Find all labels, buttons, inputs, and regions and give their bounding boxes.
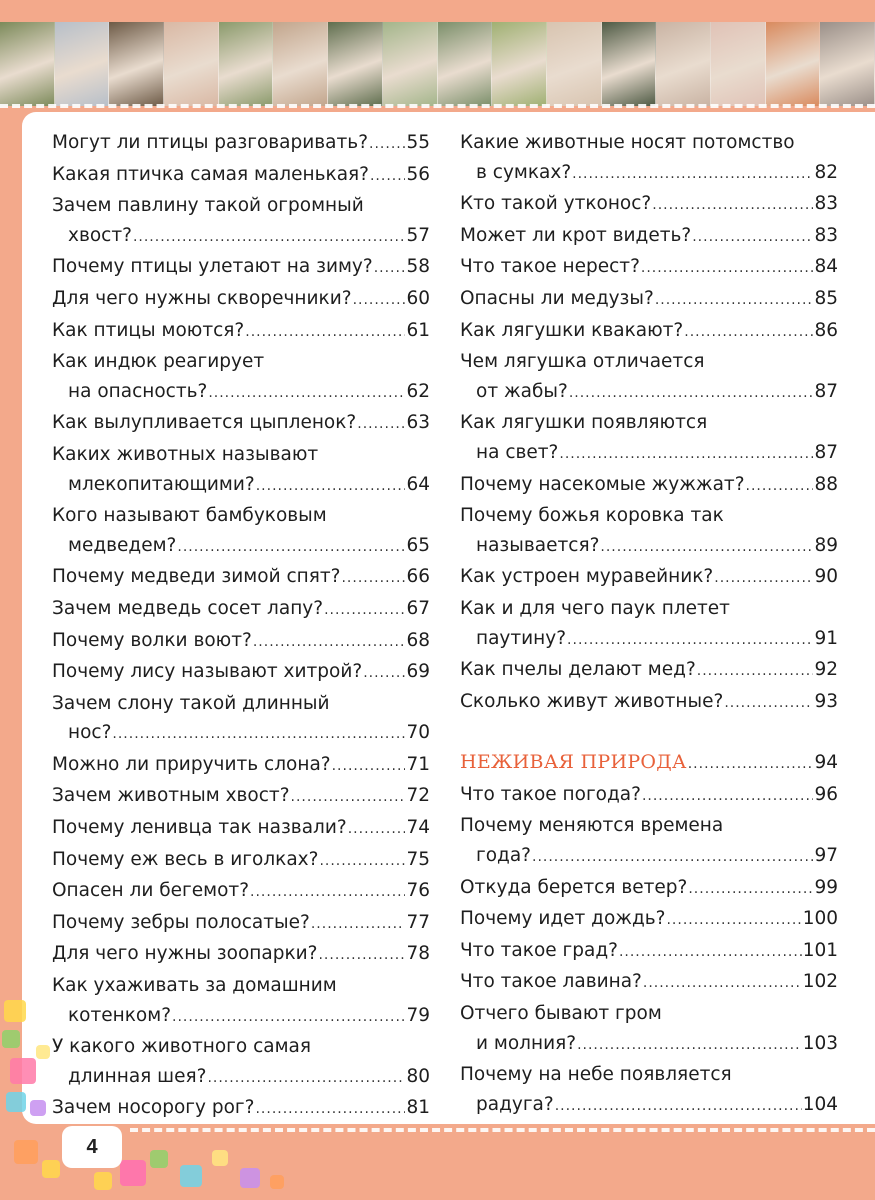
toc-entry <box>460 284 838 316</box>
leader-dots <box>652 191 813 221</box>
entry-title-line: Что такое нерест? <box>460 256 640 278</box>
toc-entry <box>52 876 430 908</box>
entry-title-line: Зачем слону такой длинный <box>52 692 330 714</box>
photo-tile <box>109 22 164 106</box>
entry-title-line: паутину? <box>476 627 567 649</box>
toc-entry <box>460 904 838 936</box>
entry-title-line: в сумках? <box>476 161 572 183</box>
decor-square <box>10 1058 36 1084</box>
toc-entry <box>52 562 430 594</box>
entry-page-number: 91 <box>814 627 838 649</box>
entry-page-number: 60 <box>406 287 430 309</box>
entry-title-line: радуга? <box>476 1093 554 1115</box>
entry-page-number: 85 <box>814 287 838 309</box>
leader-dots <box>532 843 813 873</box>
leader-dots <box>319 847 405 877</box>
entry-page-number: 83 <box>814 193 838 215</box>
entry-page-number: 87 <box>814 380 838 402</box>
leader-dots <box>369 130 405 160</box>
entry-row <box>460 841 838 873</box>
leader-dots <box>688 750 814 780</box>
toc-entry <box>460 967 838 999</box>
entry-page-number: 104 <box>802 1093 838 1115</box>
toc-entry <box>460 873 838 905</box>
entry-row <box>52 718 430 750</box>
entry-title-line: Кто такой утконос? <box>460 193 652 215</box>
entry-row <box>52 470 430 502</box>
entry-page-number: 76 <box>406 880 430 902</box>
entry-page-number: 77 <box>406 911 430 933</box>
entry-row <box>460 1029 838 1061</box>
toc-entry <box>460 470 838 502</box>
leader-dots <box>177 533 405 563</box>
entry-row <box>460 904 838 936</box>
leader-dots <box>133 223 406 253</box>
entry-title-line: на опасность? <box>68 380 208 402</box>
entry-title-line: Почему волки воют? <box>52 629 252 651</box>
entry-page-number: 81 <box>406 1097 430 1119</box>
photo-tile <box>602 22 657 106</box>
toc-entry <box>52 971 430 1032</box>
entry-row <box>52 813 430 845</box>
entry-row <box>52 626 430 658</box>
section-page-number: 94 <box>814 752 838 774</box>
entry-page-number: 68 <box>406 629 430 651</box>
toc-entry <box>52 347 430 408</box>
toc-entry <box>460 780 838 812</box>
entry-page-number: 86 <box>814 319 838 341</box>
entry-row <box>52 939 430 971</box>
entry-page-number: 63 <box>406 412 430 434</box>
entry-row <box>460 1090 838 1122</box>
entry-page-number: 66 <box>406 566 430 588</box>
toc-entry <box>460 936 838 968</box>
entry-title-line: Зачем носорогу рог? <box>52 1097 255 1119</box>
entry-title-line: нос? <box>68 722 112 744</box>
entry-row <box>460 377 838 409</box>
photo-tile <box>328 22 383 106</box>
leader-dots <box>208 379 405 409</box>
toc-left-column <box>52 128 430 1125</box>
entry-page-number: 69 <box>406 661 430 683</box>
photo-tile <box>219 22 274 106</box>
entry-page-number: 57 <box>406 224 430 246</box>
leader-dots <box>572 160 813 190</box>
entry-title-line: медведем? <box>68 534 177 556</box>
entry-page-number: 97 <box>814 845 838 867</box>
top-dashed-border <box>0 104 875 108</box>
leader-dots <box>250 878 405 908</box>
entry-page-number: 58 <box>406 256 430 278</box>
toc-entry <box>460 501 838 562</box>
leader-dots <box>112 720 405 750</box>
leader-dots <box>172 1003 405 1033</box>
leader-dots <box>619 938 802 968</box>
entry-row <box>52 221 430 253</box>
entry-page-number: 80 <box>406 1065 430 1087</box>
entry-page-number: 55 <box>406 132 430 153</box>
entry-title-line: Может ли крот видеть? <box>460 224 692 246</box>
decor-square <box>14 1140 38 1164</box>
entry-row <box>52 1093 430 1125</box>
entry-page-number: 82 <box>814 161 838 183</box>
entry-row <box>460 936 838 968</box>
entry-title-line: Зачем животным хвост? <box>52 785 290 807</box>
toc-entry <box>52 501 430 562</box>
entry-row <box>460 624 838 656</box>
entry-title-line: Как птицы моются? <box>52 319 245 341</box>
entry-title-line: Почему идет дождь? <box>460 908 666 930</box>
leader-dots <box>655 286 814 316</box>
entry-title-line: Что такое лавина? <box>460 971 642 993</box>
toc-entry <box>52 284 430 316</box>
page-number: 4 <box>86 1135 98 1158</box>
toc-entry <box>52 160 430 192</box>
leader-dots <box>318 941 405 971</box>
toc-entry <box>460 1060 838 1121</box>
toc-entry <box>460 221 838 253</box>
entry-title-line: на свет? <box>476 441 559 463</box>
entry-title-line: Как лягушки квакают? <box>460 319 684 341</box>
entry-page-number: 101 <box>802 939 838 961</box>
entry-row <box>52 781 430 813</box>
entry-row <box>52 531 430 563</box>
entry-page-number: 78 <box>406 943 430 965</box>
photo-tile <box>656 22 711 106</box>
entry-title-line: Какие животные носят потомство <box>460 132 795 153</box>
entry-page-number: 88 <box>814 473 838 495</box>
photo-tile <box>711 22 766 106</box>
decor-square <box>30 1100 46 1116</box>
leader-dots <box>311 910 406 940</box>
leader-dots <box>353 286 406 316</box>
entry-row <box>460 252 838 284</box>
entry-row <box>52 316 430 348</box>
decor-square <box>240 1168 260 1188</box>
entry-row <box>52 750 430 782</box>
entry-title-line: Могут ли птицы разговаривать? <box>52 132 369 153</box>
leader-dots <box>324 596 405 626</box>
entry-row <box>52 160 430 192</box>
leader-dots <box>746 472 814 502</box>
entry-row <box>460 655 838 687</box>
entry-title-line: Почему ленивца так назвали? <box>52 817 347 839</box>
entry-title-line: Почему на небе появляется <box>460 1064 732 1086</box>
entry-title-line: Почему божья коровка так <box>460 505 724 527</box>
entry-title-line: и молния? <box>476 1032 577 1054</box>
photo-tile <box>164 22 219 106</box>
entry-row <box>460 687 838 719</box>
toc-entry <box>460 811 838 872</box>
entry-page-number: 61 <box>406 319 430 341</box>
leader-dots <box>567 626 813 656</box>
entry-row <box>460 438 838 470</box>
entry-page-number: 89 <box>814 534 838 556</box>
photo-tile <box>0 22 55 106</box>
entry-page-number: 74 <box>406 817 430 839</box>
entry-page-number: 65 <box>406 534 430 556</box>
entry-title-line: от жабы? <box>476 380 568 402</box>
entry-title-line: Почему птицы улетают на зиму? <box>52 256 373 278</box>
entry-row <box>52 876 430 908</box>
toc-entry <box>52 781 430 813</box>
photo-tile <box>55 22 110 106</box>
entry-row <box>52 377 430 409</box>
leader-dots <box>291 783 406 813</box>
leader-dots <box>207 1064 405 1094</box>
leader-dots <box>363 659 405 689</box>
toc-entry <box>52 657 430 689</box>
entry-row <box>460 284 838 316</box>
toc-entry <box>460 562 838 594</box>
toc-entry <box>52 813 430 845</box>
entry-title-line: длинная шея? <box>68 1065 207 1087</box>
toc-right-column <box>460 128 838 1121</box>
entry-title-line: Как устроен муравейник? <box>460 566 714 588</box>
toc-entry <box>52 1093 430 1125</box>
leader-dots <box>666 906 801 936</box>
entry-row <box>460 873 838 905</box>
leader-dots <box>255 1095 405 1125</box>
entry-row <box>52 845 430 877</box>
entry-title-line: Как и для чего паук плетет <box>460 597 730 619</box>
entry-row <box>52 562 430 594</box>
entry-title-line: Какая птичка самая маленькая? <box>52 163 369 185</box>
section-title: НЕЖИВАЯ ПРИРОДА <box>460 751 687 774</box>
decor-square <box>42 1160 60 1178</box>
entry-title-line: Откуда берется ветер? <box>460 876 688 898</box>
toc-entry <box>52 845 430 877</box>
leader-dots <box>688 875 813 905</box>
entry-title-line: Сколько живут животные? <box>460 690 724 712</box>
section-entries <box>460 780 838 1122</box>
photo-tile <box>383 22 438 106</box>
entry-page-number: 100 <box>802 908 838 930</box>
leader-dots <box>555 1092 802 1122</box>
entry-page-number: 87 <box>814 441 838 463</box>
toc-entry <box>460 594 838 655</box>
entry-page-number: 79 <box>406 1004 430 1026</box>
entry-title-line: Опасен ли бегемот? <box>52 880 250 902</box>
entry-title-line: Почему зебры полосатые? <box>52 911 310 933</box>
entry-page-number: 70 <box>406 722 430 744</box>
entry-page-number: 96 <box>814 783 838 805</box>
entry-row <box>460 562 838 594</box>
toc-entry <box>52 128 430 160</box>
decor-square <box>4 1000 26 1022</box>
photo-tile <box>438 22 493 106</box>
entry-row <box>52 657 430 689</box>
entry-row <box>460 531 838 563</box>
entry-row <box>460 780 838 812</box>
entry-row <box>460 189 838 221</box>
entry-row <box>460 221 838 253</box>
entry-title-line: Почему лису называют хитрой? <box>52 661 363 683</box>
decor-square <box>212 1150 228 1166</box>
leader-dots <box>642 782 814 812</box>
entry-title-line: Почему еж весь в иголках? <box>52 848 319 870</box>
leader-dots <box>724 689 813 719</box>
leader-dots <box>643 969 802 999</box>
entry-title-line: хвост? <box>68 224 132 246</box>
entry-title-line: Можно ли приручить слона? <box>52 753 331 775</box>
entry-title-line: года? <box>476 845 531 867</box>
decor-square <box>2 1030 20 1048</box>
leader-dots <box>600 533 813 563</box>
entry-row <box>460 316 838 348</box>
toc-entry <box>460 252 838 284</box>
entry-title-line: называется? <box>476 534 600 556</box>
entry-title-line: Кого называют бамбуковым <box>52 505 327 527</box>
toc-entry <box>52 939 430 971</box>
entry-page-number: 99 <box>814 876 838 898</box>
entry-title-line: Что такое погода? <box>460 783 641 805</box>
entry-title-line: Как лягушки появляются <box>460 412 708 434</box>
page-number-badge <box>62 1126 122 1168</box>
entry-title-line: Как пчелы делают мед? <box>460 659 696 681</box>
entry-title-line: Каких животных называют <box>52 443 319 465</box>
entry-row <box>52 1062 430 1094</box>
entry-title-line: Что такое град? <box>460 939 618 961</box>
decor-square <box>150 1150 168 1168</box>
toc-entry <box>52 252 430 284</box>
entry-row <box>460 967 838 999</box>
entry-page-number: 92 <box>814 659 838 681</box>
entry-title-line: Отчего бывают гром <box>460 1003 662 1025</box>
entry-page-number: 102 <box>802 971 838 993</box>
leader-dots <box>569 379 814 409</box>
entry-row <box>52 284 430 316</box>
decor-square <box>36 1045 50 1059</box>
entry-title-line: Зачем медведь сосет лапу? <box>52 597 324 619</box>
toc-entry <box>460 655 838 687</box>
leader-dots <box>341 564 405 594</box>
leader-dots <box>374 254 406 284</box>
entry-page-number: 103 <box>802 1032 838 1054</box>
toc-entry <box>52 191 430 252</box>
entry-page-number: 64 <box>406 473 430 495</box>
toc-entry <box>460 408 838 469</box>
toc-entry <box>460 128 838 189</box>
entry-row <box>52 252 430 284</box>
section-spacer <box>460 718 838 748</box>
entry-title-line: Как индюк реагирует <box>52 351 265 373</box>
bottom-dashed-border <box>130 1128 875 1132</box>
leader-dots <box>332 752 406 782</box>
decor-square <box>120 1160 146 1186</box>
toc-right-list <box>460 128 838 718</box>
toc-entry <box>52 316 430 348</box>
entry-row <box>52 408 430 440</box>
toc-entry <box>460 999 838 1060</box>
decor-square <box>270 1175 284 1189</box>
entry-row <box>52 908 430 940</box>
photo-tile <box>547 22 602 106</box>
section-heading <box>460 748 838 780</box>
photo-tile <box>492 22 547 106</box>
entry-title-line: Чем лягушка отличается <box>460 351 705 373</box>
decor-square <box>6 1092 26 1112</box>
entry-page-number: 71 <box>406 753 430 775</box>
leader-dots <box>684 318 813 348</box>
leader-dots <box>692 223 813 253</box>
decor-square <box>180 1165 202 1187</box>
toc-entry <box>52 408 430 440</box>
leader-dots <box>256 472 406 502</box>
toc-entry <box>460 687 838 719</box>
entry-page-number: 84 <box>814 256 838 278</box>
entry-title-line: Зачем павлину такой огромный <box>52 195 364 217</box>
photo-strip <box>0 22 875 106</box>
entry-row <box>460 158 838 190</box>
entry-row <box>460 470 838 502</box>
entry-page-number: 67 <box>406 597 430 619</box>
leader-dots <box>370 162 405 192</box>
entry-title-line: Как ухаживать за домашним <box>52 975 337 997</box>
photo-tile <box>820 22 875 106</box>
entry-page-number: 83 <box>814 224 838 246</box>
entry-page-number: 56 <box>406 163 430 185</box>
leader-dots <box>357 410 405 440</box>
entry-page-number: 90 <box>814 566 838 588</box>
photo-tile <box>273 22 328 106</box>
entry-title-line: млекопитающими? <box>68 473 255 495</box>
toc-entry <box>460 347 838 408</box>
entry-title-line: Почему насекомые жужжат? <box>460 473 745 495</box>
toc-entry <box>52 1032 430 1093</box>
toc-entry <box>52 908 430 940</box>
leader-dots <box>641 254 814 284</box>
entry-row <box>52 128 430 160</box>
toc-entry <box>52 750 430 782</box>
photo-tile <box>766 22 821 106</box>
leader-dots <box>697 657 814 687</box>
entry-title-line: Опасны ли медузы? <box>460 287 654 309</box>
leader-dots <box>245 318 405 348</box>
decor-square <box>94 1172 112 1190</box>
leader-dots <box>714 564 813 594</box>
leader-dots <box>348 815 406 845</box>
entry-title-line: Для чего нужны скворечники? <box>52 287 352 309</box>
toc-entry <box>460 316 838 348</box>
entry-row <box>52 1001 430 1033</box>
entry-title-line: Почему меняются времена <box>460 815 724 837</box>
entry-title-line: Почему медведи зимой спят? <box>52 566 341 588</box>
entry-page-number: 93 <box>814 690 838 712</box>
entry-title-line: У какого животного самая <box>52 1036 312 1058</box>
toc-entry <box>52 626 430 658</box>
entry-page-number: 62 <box>406 380 430 402</box>
toc-entry <box>52 594 430 626</box>
entry-row <box>52 594 430 626</box>
leader-dots <box>559 440 813 470</box>
entry-page-number: 72 <box>406 785 430 807</box>
entry-title-line: Для чего нужны зоопарки? <box>52 943 318 965</box>
leader-dots <box>253 628 406 658</box>
toc-entry <box>52 689 430 750</box>
entry-page-number: 75 <box>406 848 430 870</box>
toc-entry <box>460 189 838 221</box>
entry-title-line: котенком? <box>68 1004 172 1026</box>
leader-dots <box>577 1031 802 1061</box>
entry-title-line: Как вылупливается цыпленок? <box>52 412 357 434</box>
toc-entry <box>52 440 430 501</box>
